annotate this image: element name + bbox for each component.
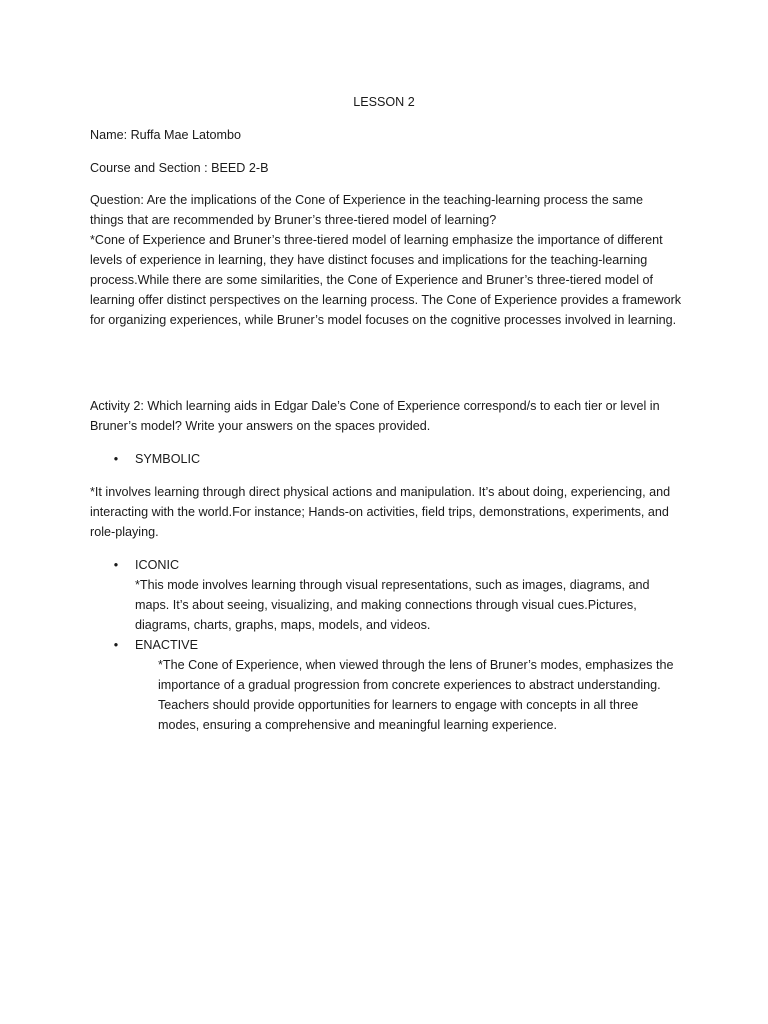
- page-title: LESSON 2: [353, 95, 415, 109]
- iconic-description: *This mode involves learning through visual representations, such as images, diagrams, and maps. It’s about seeing, visualizing, and making connections through visual cues.Pictures, diagrams, charts, graphs, maps, models, and videos.: [135, 578, 650, 632]
- question-block: [90, 190, 682, 330]
- bullet-label-enactive: ENACTIVE: [135, 638, 198, 652]
- answer-paragraph: *Cone of Experience and Bruner’s three-tiered model of learning emphasize the importance of different levels of experience in learning, they have distinct focuses and implications for the teaching-learning process.While there are some similarities, the Cone of Experience and Bruner’s three-tiered model of learning offer distinct perspectives on the learning process. The Cone of Experience provides a framework for organizing experiences, while Bruner’s model focuses on the cognitive processes involved in learning.: [90, 233, 682, 327]
- bullet-marker: •: [113, 558, 119, 572]
- activity-paragraph: Activity 2: Which learning aids in Edgar Dale’s Cone of Experience correspond/s to each tier or level in Bruner’s model? Write your answers on the spaces provided.: [90, 399, 660, 433]
- symbolic-description: *It involves learning through direct physical actions and manipulation. It’s about doing, experiencing, and interacting with the world.For instance; Hands-on activities, field trips, demonstrations, experiments, and role-playing.: [90, 485, 671, 539]
- course-line: Course and Section : BEED 2-B: [90, 161, 269, 175]
- bullet-marker: •: [113, 638, 119, 652]
- question-line-1: Question: Are the implications of the Cone of Experience in the teaching-learning process the same: [90, 193, 644, 207]
- bullet-label-symbolic: SYMBOLIC: [135, 452, 201, 466]
- bullet-label-iconic: ICONIC: [135, 558, 180, 572]
- question-line-2: things that are recommended by Bruner’s three-tiered model of learning?: [90, 213, 497, 227]
- enactive-description: *The Cone of Experience, when viewed through the lens of Bruner’s modes, emphasizes the importance of a gradual progression from concrete experiences to abstract understanding. Teachers should provide opportunities for learners to engage with concepts in all three modes, ensuring a comprehensive and meaningful learning experience.: [158, 658, 674, 732]
- name-line: Name: Ruffa Mae Latombo: [90, 128, 241, 142]
- bullet-marker: •: [113, 452, 119, 466]
